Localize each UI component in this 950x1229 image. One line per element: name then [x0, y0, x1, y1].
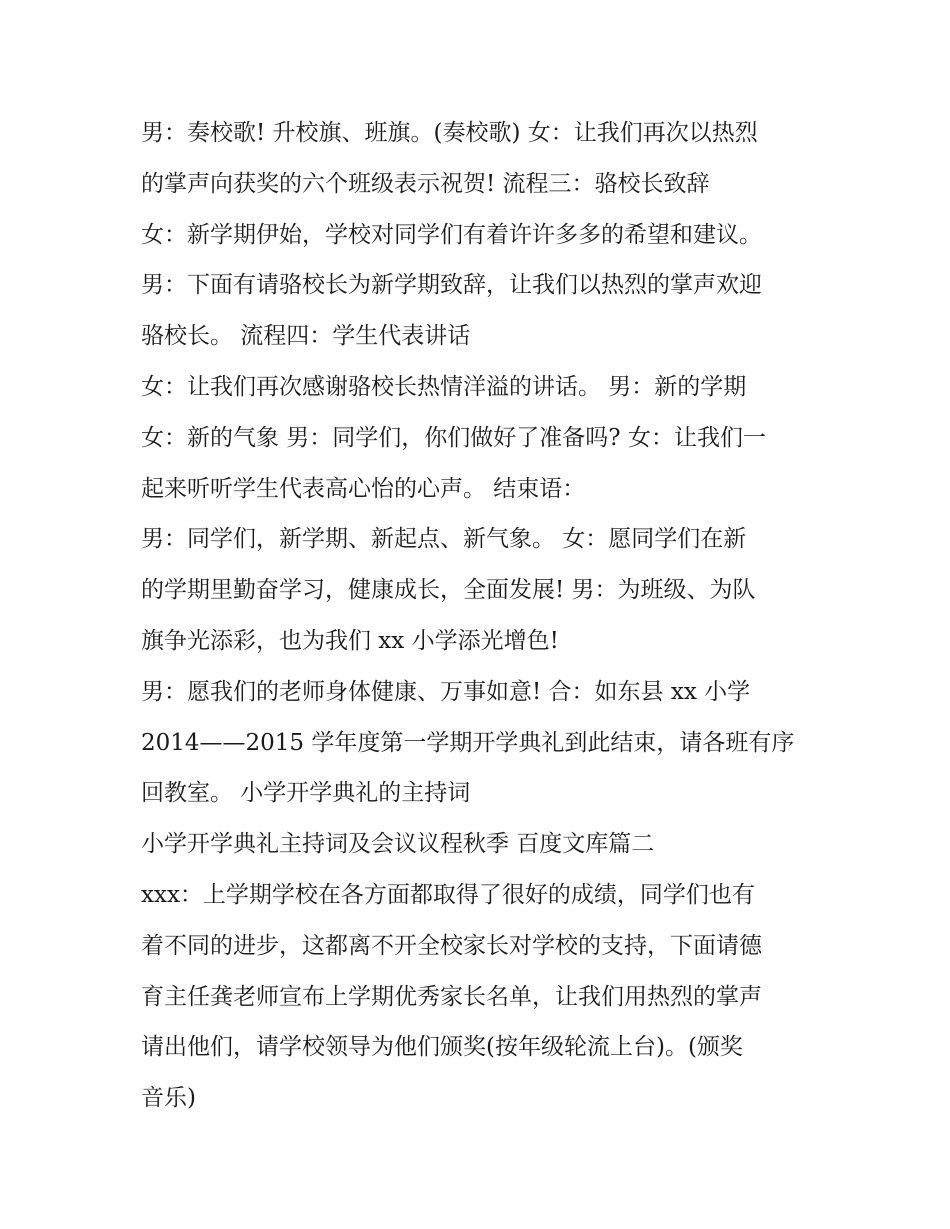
text-line: 男：奏校歌! 升校旗、班旗。(奏校歌) 女：让我们再次以热烈	[141, 120, 758, 146]
text-line: 男：同学们，新学期、新起点、新气象。 女：愿同学们在新	[141, 526, 747, 553]
text-line: 骆校长。 流程四：学生代表讲话	[141, 323, 471, 350]
text-line: 请出他们，请学校领导为他们颁奖(按年级轮流上台)。(颁奖	[141, 1034, 743, 1061]
document-body	[141, 108, 821, 1124]
text-line: 女：新的气象 男：同学们，你们做好了准备吗? 女：让我们一	[141, 424, 766, 451]
text-line: 回教室。 小学开学典礼的主持词	[141, 780, 471, 807]
text-line: 小学开学典礼主持词及会议议程秋季 百度文库篇二	[141, 831, 655, 858]
text-line: 的掌声向获奖的六个班级表示祝贺! 流程三：骆校长致辞	[141, 170, 710, 197]
text-line: 起来听听学生代表高心怡的心声。 结束语：	[141, 475, 586, 502]
text-line: 女：让我们再次感谢骆校长热情洋溢的讲话。 男：新的学期	[141, 373, 747, 400]
text-line: 女：新学期伊始，学校对同学们有着许许多多的希望和建议。	[141, 221, 762, 248]
text-line: 旗争光添彩，也为我们 xx 小学添光增色!	[141, 627, 559, 654]
text-line: 育主任龚老师宣布上学期优秀家长名单，让我们用热烈的掌声	[141, 983, 762, 1010]
text-line: 2014——2015 学年度第一学期开学典礼到此结束，请各班有序	[141, 729, 795, 756]
text-line: 音乐)	[141, 1085, 196, 1112]
text-line: 男：愿我们的老师身体健康、万事如意! 合：如东县 xx 小学	[141, 678, 751, 705]
text-line: xxx：上学期学校在各方面都取得了很好的成绩，同学们也有	[141, 881, 755, 908]
text-line: 男：下面有请骆校长为新学期致辞，让我们以热烈的掌声欢迎	[141, 272, 762, 299]
text-line: 的学期里勤奋学习，健康成长，全面发展! 男：为班级、为队	[141, 577, 756, 604]
text-line: 着不同的进步，这都离不开全校家长对学校的支持，下面请德	[141, 932, 762, 959]
